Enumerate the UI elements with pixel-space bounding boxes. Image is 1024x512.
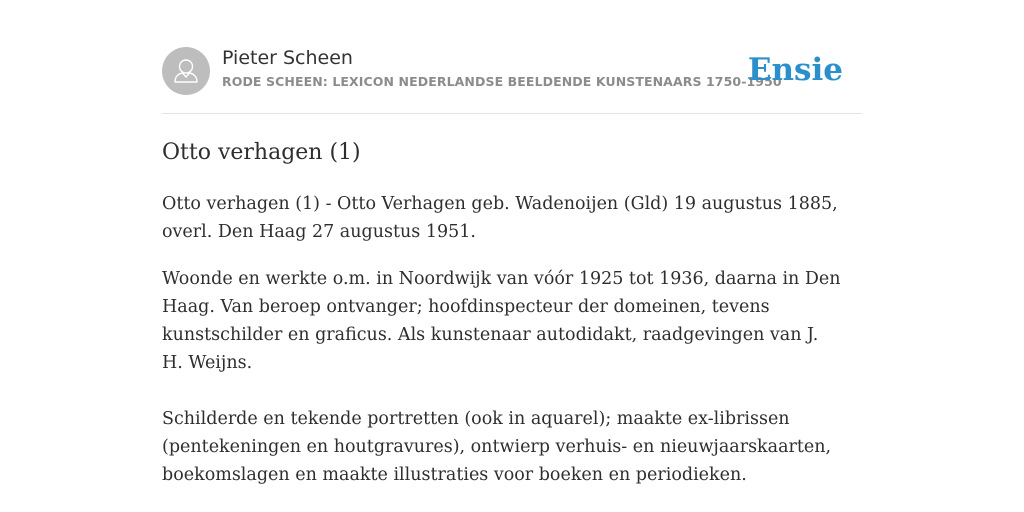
article-paragraph-1: Otto verhagen (1) - Otto Verhagen geb. Wadenoijen (Gld) 19 augustus 1885, overl. Den Haag 27 augustus 1951. bbox=[162, 194, 838, 242]
source-title[interactable]: RODE SCHEEN: LEXICON NEDERLANDSE BEELDENDE KUNSTENAARS 1750-1950 bbox=[222, 74, 782, 89]
brand-logo[interactable]: Ensie bbox=[747, 52, 843, 88]
avatar[interactable] bbox=[162, 47, 210, 95]
header bbox=[162, 45, 862, 97]
article bbox=[162, 138, 842, 489]
article-title: Otto verhagen (1) bbox=[162, 140, 361, 165]
divider bbox=[162, 113, 862, 114]
author-name[interactable]: Pieter Scheen bbox=[222, 47, 353, 69]
article-paragraph-3: Schilderde en tekende portretten (ook in aquarel); maakte ex-librissen (pentekeningen en houtgravures), ontwierp verhuis- en nieuwjaarskaarten, boekomslagen en maakte illustraties voor boeken en periodieken. bbox=[162, 409, 832, 485]
article-paragraph-2: Woonde en werkte o.m. in Noordwijk van vóór 1925 tot 1936, daarna in Den Haag. Van beroep ontvanger; hoofdinspecteur der domeinen, tevens kunstschilder en graficus. Als kunstenaar autodidakt, raadgevingen van J. H. Weijns. bbox=[162, 269, 841, 373]
user-icon bbox=[162, 47, 210, 95]
